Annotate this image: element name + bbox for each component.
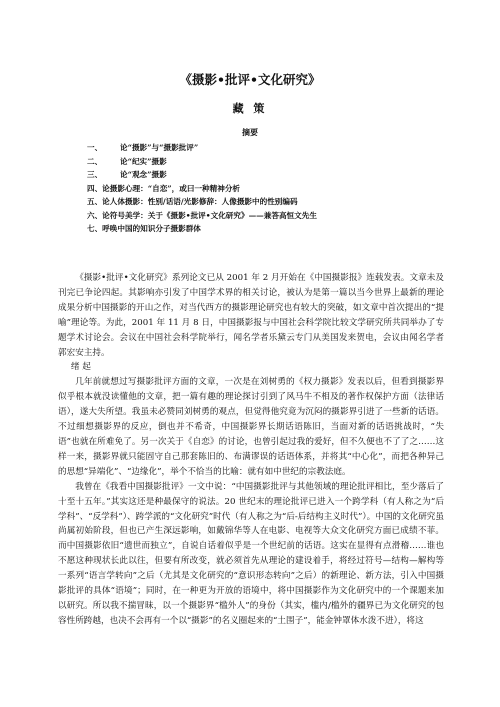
toc-item-number: 三、 <box>87 170 103 179</box>
toc-item-text: 七、呼唤中国的知识分子摄影群体 <box>87 224 201 233</box>
article-body <box>58 271 444 629</box>
toc-item-text: 论“纪实”摄影 <box>120 156 167 166</box>
document-title: 《摄影•批评•文化研究》 <box>179 72 321 87</box>
body-paragraph: 我曾在《我看中国摄影批评》一文中说：“中国摄影批评与其他领域的理论批评相比，至少落后了十至十五年。”其实这还是种最保守的说法。20 世纪末的理论批评已进入一个跨学科（有人称之为“后学科”、“反学科”）、跨学派的“文化研究”时代（有人称之为“后-后结构主义时代”）。中国的文化研究虽尚属初始阶段，但也已产生深远影响，如戴锦华等人在电影、电视等大众文化研究方面已成绩不菲。而中国摄影依旧“遗世而独立”，自说自话着似乎是一个世纪前的话语。这实在显得有点滑稽……谁也不愿这种现状长此以往，但要有所改变，就必须首先从理论的建设着手，将经过符号—结构—解构等一系列“语言学转向”之后（尤其是文化研究的“意识形态转向”之后）的新理论、新方法，引入中国摄影批评的具体“语境”；同时，在一种更为开放的语境中，将中国摄影作为文化研究中的一个课题来加以研究。所以我不揣冒昧，以一个摄影界“槛外人”的身份（其实，槛内/槛外的疆界已为文化研究的包容性所跨越，也决不会再有一个以“摄影”的名义圈起来的“土围子”，能金钟罩体水泼不进），将这 <box>58 481 444 626</box>
toc-item-number: 二、 <box>87 156 103 166</box>
toc-item-text: 五、论人体摄影：性别/话语/光影修辞：人像摄影中的性别编码 <box>87 197 298 206</box>
table-of-contents <box>87 141 467 236</box>
toc-item <box>87 182 467 196</box>
toc-item <box>87 209 467 223</box>
toc-item-number: 一、 <box>87 143 103 152</box>
toc-item <box>87 141 467 155</box>
toc-item-text: 论“摄影”与“摄影批评” <box>120 143 199 152</box>
toc-item-text: 四、论摄影心理：“自恋”，或曰一种精神分析 <box>87 183 241 193</box>
toc-item <box>87 195 467 209</box>
toc-item-text: 六、论符号美学：关于《摄影•批评•文化研究》——兼答高恒文先生 <box>87 210 317 220</box>
toc-item-text: 论“观念”摄影 <box>120 170 167 179</box>
toc-item <box>87 155 467 169</box>
author-name: 藏 策 <box>232 102 268 115</box>
toc-item <box>87 168 467 182</box>
body-paragraph: 几年前就想过写摄影批评方面的文章，一次是在刘树勇的《权力摄影》发表以后，但看到摄影界似乎根本就没读懂他的文章，把一篇有趣的理论探讨引到了风马牛不相及的著作权保护方面（法律话语），遂大失所望。我虽未必赞同刘树勇的观点，但觉得他究竟为沉闷的摄影界引进了一些新的话语。不过细想摄影界的反应，倒也并不希奇，中国摄影界长期话语陈旧，当面对新的话语挑战时，“失语”也就在所难免了。另一次关于《自恋》的讨论，也曾引起过我的爱好，但不久便也不了了之……这样一来，摄影界就只能固守自己那套陈旧的、布满谬误的话语体系，并将其“中心化”，而把各种异己的思想“异端化”、“边缘化”，举个不恰当的比喻：就有如中世纪的宗教法庭。 <box>58 377 444 477</box>
body-paragraph: 《摄影•批评•文化研究》系列论文已从 2001 年 2 月开始在《中国摄影报》连载发表。文章未及刊完已争论四起。其影响亦引发了中国学术界的相关讨论，被认为是第一篇以当今世界上最新的理论成果分析中国摄影的开山之作，对当代西方的摄影理论研究也有较大的突破，如文章中首次提出的“提喻”理论等。为此，2001 年 11 月 8 日，中国摄影报与中国社会科学院比较文学研究所共同举办了专题学术讨论会。会议在中国社会科学院举行，闻名学者乐黛云专门从美国发来贺电，会议由闻名学者郭宏安主持。 <box>58 273 444 358</box>
abstract-heading: 摘要 <box>242 127 258 137</box>
toc-item <box>87 222 467 236</box>
section-heading: 绪 起 <box>70 362 91 373</box>
